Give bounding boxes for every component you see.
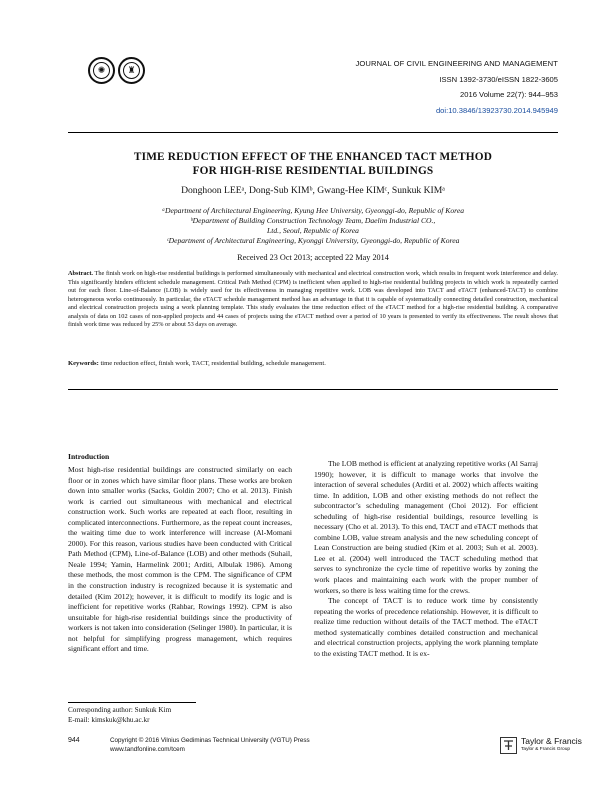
journal-info: [356, 56, 558, 118]
journal-issn: ISSN 1392-3730/eISSN 1822-3605: [439, 74, 558, 84]
doi-link[interactable]: doi:10.3846/13923730.2014.945949: [435, 105, 558, 115]
affiliation-b: ᵇDepartment of Building Construction Technology Team, Daelim Industrial CO.,: [190, 216, 436, 225]
corresponding-author: [68, 706, 171, 725]
journal-logo-icon: ✺: [88, 57, 115, 84]
website-link[interactable]: www.tandfonline.com/tcem: [110, 745, 185, 753]
author-list: Donghoon LEEᵃ, Dong-Sub KIMᵇ, Gwang-Hee KIMᶜ, Sunkuk KIMᵃ: [181, 185, 445, 196]
abstract-rule: [68, 389, 558, 390]
abstract-text: The finish work on high-rise residential buildings is performed simultaneously with mechanical and electrical construction work, which results in frequent work interference and delay. This significantly hinders efficient schedule management. Critical Path Method (CPM) is inefficient when applied to high-rise residential building projects in which work is repeatedly carried out for each floor. Line-of-Balance (LOB) is widely used for its effectiveness in managing repetitive work. LOB was developed into TACT and eTACT (enhanced-TACT) to combine heterogeneous works continuously. In particular, the eTACT schedule management method has an advantage in that it is capable of systematically connecting detailed construction, mechanical and electrical construction projects using a work planning template. This study evaluates the time reduction effect of the eTACT method for a high-rise residential building. A comparative analysis of data on 102 cases of non-applied projects and 44 cases of projects using the eTACT method over a period of 10 years is presented to verify its effectiveness. The result shows that finish work time was reduced by 25% or about 53 days on average.: [68, 270, 558, 329]
keywords-text: time reduction effect, finish work, TACT, residential building, schedule management.: [100, 360, 326, 367]
affiliations: [68, 206, 558, 246]
title-line-2: FOR HIGH-RISE RESIDENTIAL BUILDINGS: [192, 165, 434, 177]
copyright-block: [110, 737, 310, 754]
paragraph: The concept of TACT is to reduce work time by consistently repeating the works of precedence relationship. However, it is difficult to realize time reduction without details of the TACT method. The eTACT method systematically combines detailed construction and mechanical and electrical construction projects, applying the work planning template to the existing TACT method. It is ex-: [314, 596, 538, 658]
publisher-group: Taylor & Francis Group: [521, 747, 571, 752]
abstract-label: Abstract.: [68, 270, 94, 277]
journal-volume: 2016 Volume 22(7): 944–953: [460, 90, 558, 99]
copyright-text: Copyright © 2016 Vilnius Gediminas Technical University (VGTU) Press: [110, 737, 310, 744]
left-column: [68, 465, 292, 655]
header-rule: [68, 132, 558, 133]
title-line-1: TIME REDUCTION EFFECT OF THE ENHANCED TACT METHOD: [133, 151, 493, 163]
publisher-icon: [500, 737, 517, 754]
publisher-logo: [500, 735, 582, 757]
paragraph: The LOB method is efficient at analyzing repetitive works (Al Sarraj 1990); however, it is difficult to manage works that involve the interaction of several schedules (Arditi et al. 2002) which affects waiting time. In addition, LOB and other existing methods do not reflect the subcontractor’s scheduling management (Choi 2012). For efficient scheduling of high-rise residential buildings, resource levelling is necessary (Cho et al. 2013). To this end, TACT and eTACT methods that combine LOB, value stream analysis and the new scheduling concept of Lean Construction are being studied (Kim et al. 2003; Suh et al. 2003). Lee et al. (2004) well introduced the TACT scheduling method that serves to synchronize the cycle time of repetitive works by zoning the work places and maintaining each work with the proper number of workers, so there is less waiting time for the crews.: [314, 459, 538, 595]
paragraph: Most high-rise residential buildings are constructed similarly on each floor or in zones which have similar floor plans. These works are broken down into smaller works (Sacks, Goldin 2007; Cho et al. 2013). Finish work is carried out simultaneous with mechanical and electrical construction work. Such works are repeated at each floor, resulting in complicated interconnections. Furthermore, as the repeat count increases, the waiting time due to work interference will increase (Al-Momani 2000). For this reason, various studies have been conducted with Critical Path Method (CPM), Line-of-Balance (LOB) and other methods (Suhail, Neale 1994; Yamin, Harmelink 2001; Arditi, Albulak 1986). Among these methods, the most common is the CPM. The significance of CPM in the construction industry is recognized because it is systematic and detailed (Kim 2012); however, it is difficult to modify its logic and is inefficient for repetitive works (Rahbar, Rowings 1992). CPM is also unsuitable for high-rise residential buildings since the productivity of workers is not taken into consideration (Selinger 1980). In particular, it is not helpful for simplifying progress management, which requires significant effort and time.: [68, 465, 292, 654]
affiliation-a: ᵃDepartment of Architectural Engineering, Kyung Hee University, Gyeonggi-do, Republic of Korea: [161, 206, 464, 215]
footnote-rule: [68, 702, 196, 703]
university-seal-icon: ♜: [118, 57, 145, 84]
publisher-name: Taylor & Francis: [521, 736, 582, 746]
abstract: [68, 270, 558, 330]
affiliation-c: ᶜDepartment of Architectural Engineering, Kyonggi University, Gyeonggi-do, Republic of Korea: [166, 236, 460, 245]
keywords-label: Keywords:: [68, 360, 99, 367]
section-heading-introduction: Introduction: [68, 452, 110, 461]
corresponding-name: Corresponding author: Sunkuk Kim: [68, 706, 172, 714]
keywords: [68, 360, 558, 367]
right-column: [314, 459, 538, 659]
article-title: [68, 150, 558, 178]
page-number: 944: [68, 737, 80, 744]
journal-name: JOURNAL OF CIVIL ENGINEERING AND MANAGEMENT: [355, 59, 558, 68]
corresponding-email[interactable]: E-mail: kimskuk@khu.ac.kr: [68, 715, 150, 724]
received-dates: Received 23 Oct 2013; accepted 22 May 2014: [237, 253, 389, 262]
affiliation-b-cont: Ltd., Seoul, Republic of Korea: [267, 226, 359, 235]
